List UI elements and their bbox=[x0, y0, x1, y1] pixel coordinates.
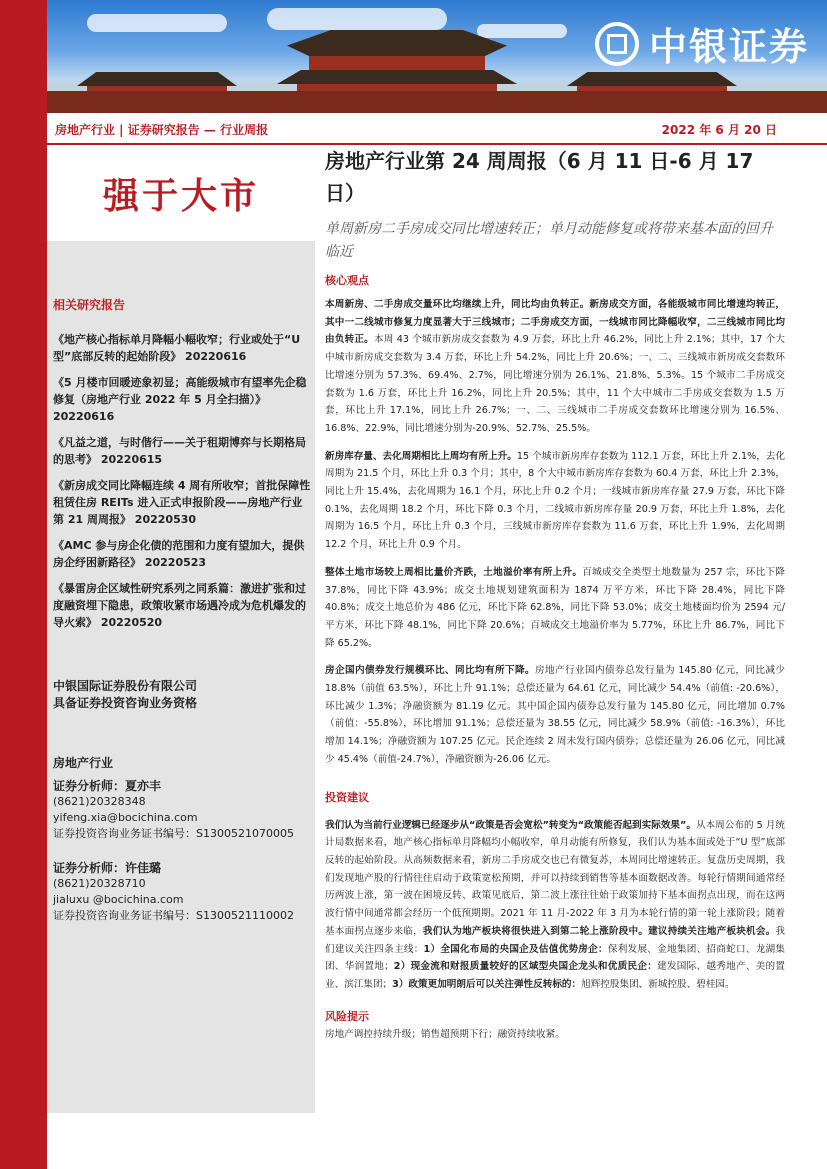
report-title: 房地产行业第 24 周周报（6 月 11 日-6 月 17 日） bbox=[325, 149, 754, 205]
related-report: 《地产核心指标单月降幅小幅收窄；行业或处于“U 型”底部反转的起始阶段》 20220616 bbox=[53, 333, 301, 363]
analyst-block bbox=[53, 778, 294, 842]
company-qualification: 具备证券投资咨询业务资格 bbox=[53, 696, 198, 710]
left-red-bar bbox=[0, 0, 47, 1169]
related-report: 《暴雷房企区域性研究系列之同系篇：激进扩张和过度融资埋下隐患，政策收紧市场遇冷成为危机爆发的导火索》 20220520 bbox=[53, 582, 306, 629]
industry-label: 房地产行业 bbox=[53, 756, 114, 770]
report-date: 2022 年 6 月 20 日 bbox=[661, 123, 777, 137]
analyst-phone: (8621)20328710 bbox=[53, 877, 146, 890]
analyst-email: yifeng.xia@bocichina.com bbox=[53, 811, 198, 824]
analyst-email: jialuxu @bocichina.com bbox=[53, 893, 184, 906]
analyst-cert: 证券投资咨询业务证书编号：S1300521070005 bbox=[53, 827, 294, 840]
boc-logo-icon bbox=[595, 22, 639, 66]
paragraph-land: 整体土地市场较上周相比量价齐跌，土地溢价率有所上升。百城成交全类型土地数量为 257 宗，环比下降 37.8%，同比下降 43.9%；成交土地规划建筑面积为 1874 万平方米，环比下降 28.4%，同比下降 40.8%；成交土地总价为 486 亿元，环比下降 62.8%，同比下降 53.0%；成交土地楼面均价为 2594 元/平方米，环比下降 48.1%，同比下降 20.6%；百城成交土地溢价率为 5.77%，环比上升 86.7%，同比下降 65.2%。 bbox=[325, 566, 785, 649]
banner-image bbox=[47, 0, 827, 113]
company-name: 中银国际证券股份有限公司 bbox=[53, 679, 198, 693]
risk-text: 房地产调控持续升级；销售超预期下行；融资持续收紧。 bbox=[325, 1028, 565, 1040]
paragraph-bonds: 房企国内债券发行规模环比、同比均有所下降。房地产行业国内债券总发行量为 145.80 亿元，同比减少 18.8%（前值 63.5%），环比上升 91.1%；总偿还量为 64.61 亿元，同比减少 54.4%（前值: -20.6%），环比减少 1.3%；净融资额为 81.19 亿元。其中国企国内债券总发行量为 145.80 亿元，同比增加 0.7%（前值：-55.8%），环比增加 91.1%；总偿还量为 38.55 亿元，同比减少 58.9%（前值: -16.3%），环比增加 14.1%；净融资额为 107.25 亿元。民企连续 2 周未发行国内债券；总偿还量为 26.06 亿元，同比减少 45.4%（前值-24.7%），净融资额为-26.06 亿元。 bbox=[325, 665, 786, 765]
related-report: 《凡益之道，与时偕行——关于租期博弈与长期格局的思考》 20220615 bbox=[53, 436, 306, 466]
main-content bbox=[325, 145, 785, 1043]
related-report: 《新房成交同比降幅连续 4 周有所收窄；首批保障性租赁住房 REITs 进入正式申报阶段——房地产行业第 21 周周报》 20220530 bbox=[53, 479, 311, 526]
paragraph-transactions: 本周新房、二手房成交量环比均继续上升，同比均由负转正。新房成交方面，各能级城市同比增速均转正，其中一二线城市修复力度显著大于三线城市；二手房成交方面，一线城市同比降幅收窄，二三线城市同比均由负转正。本周 43 个城市新房成交套数为 4.9 万套，环比上升 46.2%，同比上升 2.1%；其中，17 个大中城市新房成交套数为 3.4 万套，环比上升 54.2%，同比上升 20.6%；一、二、三线城市新房成交套数环比增速分别为 57.3%、69.4%、2.7%，同比增速分别为 26.1%、21.8%、5.3%。15 个城市二手房成交套数为 1.6 万套，环比上升 16.2%，同比上升 20.5%；其中，11 个大中城市二手房成交套数为 1.5 万套，环比上升 17.1%，同比上升 26.7%；一、二、三线城市二手房成交套数环比增速分别为 16.5%、16.8%、22.9%，同比增速分别为-20.9%、52.7%、25.5%。 bbox=[325, 299, 786, 434]
related-report: 《AMC 参与房企化债的范围和力度有望加大，提供房企纾困新路径》 20220523 bbox=[53, 539, 305, 569]
paragraph-inventory: 新房库存量、去化周期相比上周均有所上升。15 个城市新房库存套数为 112.1 万套，环比上升 2.1%，去化周期为 21.5 个月，环比上升 0.3 个月；其中，8 个大中城市新房库存套数为 60.4 万套，环比上升 2.3%，同比上升 15.4%，去化周期为 16.1 个月，环比上升 0.2 个月；一线城市新房库存量 27.9 万套，环比下降 0.1%，去化周期 18.2 个月，环比下降 0.3 个月，二线城市新房库存量 20.9 万套，环比上升 1.8%，去化周期为 16.5 个月，环比上升 0.3 个月，三线城市新房库存套数为 11.6 万套，环比上升 1.9%，去化周期 12.2 个月，环比上升 0.9 个月。 bbox=[325, 450, 785, 551]
analyst-cert: 证券投资咨询业务证书编号：S1300521110002 bbox=[53, 909, 294, 922]
boc-securities-logo bbox=[595, 16, 809, 71]
analyst-phone: (8621)20328348 bbox=[53, 795, 146, 808]
rating-box bbox=[47, 145, 315, 241]
analyst-name: 证券分析师：许佳璐 bbox=[53, 861, 162, 875]
report-header bbox=[47, 113, 827, 145]
rating-text: 强于大市 bbox=[102, 174, 259, 217]
analyst-name: 证券分析师：夏亦丰 bbox=[53, 779, 162, 793]
risk-title: 风险提示 bbox=[325, 1009, 369, 1023]
core-views-title: 核心观点 bbox=[325, 274, 369, 287]
related-reports-list bbox=[53, 331, 311, 640]
logo-text: 中银证券 bbox=[648, 24, 809, 69]
related-report: 《5 月楼市回暖迹象初显；高能级城市有望率先企稳修复（房地产行业 2022 年 5 月全扫描）》 20220616 bbox=[53, 376, 307, 423]
report-category: 房地产行业 | 证券研究报告 — 行业周报 bbox=[55, 123, 269, 137]
related-reports-title: 相关研究报告 bbox=[53, 298, 126, 312]
company-info bbox=[53, 678, 197, 712]
analyst-block bbox=[53, 860, 294, 924]
investment-advice-title: 投资建议 bbox=[325, 790, 369, 804]
paragraph-investment: 我们认为当前行业逻辑已经逐步从“政策是否会宽松”转变为“政策能否起到实际效果”。从本周公布的 5 月统计局数据来看，地产核心指标单月降幅均小幅收窄，单月动能有所修复，我们认为基本面或处于“U 型”底部反转的起始阶段。从高频数据来看，新房二手房成交也已有微复苏，本周同比增速转正。复盘历史周期，我们发现地产股的行情往往启动于政策宽松预期，并可以持续到销售等基本面数据改善。每轮行情期间通常经历两波上涨，第一波在困境反转、政策见底后，第二波上涨往往始于政策加持下基本面拐点出现，而在这两波行情中间通常都会经历一个低预期期。2021 年 11 月-2022 年 3 月为本轮行情的第一轮上涨阶段；随着基本面拐点逐步来临，我们认为地产板块将很快进入到第二轮上涨阶段中。建议持续关注地产板块机会。我们建议关注四条主线：1）全国化布局的央国企及估值优势房企：保利发展、金地集团、招商蛇口、龙湖集团、华润置地；2）现金流和财报质量较好的区域型央国企龙头和优质民企：建发国际、越秀地产、美的置业、滨江集团；3）政策更加明朗后可以关注弹性反转标的：旭辉控股集团、新城控股、碧桂园。 bbox=[325, 819, 786, 990]
report-subtitle: 单周新房二手房成交同比增速转正；单月动能修复或将带来基本面的回升临近 bbox=[325, 221, 773, 260]
sidebar bbox=[47, 145, 315, 1113]
